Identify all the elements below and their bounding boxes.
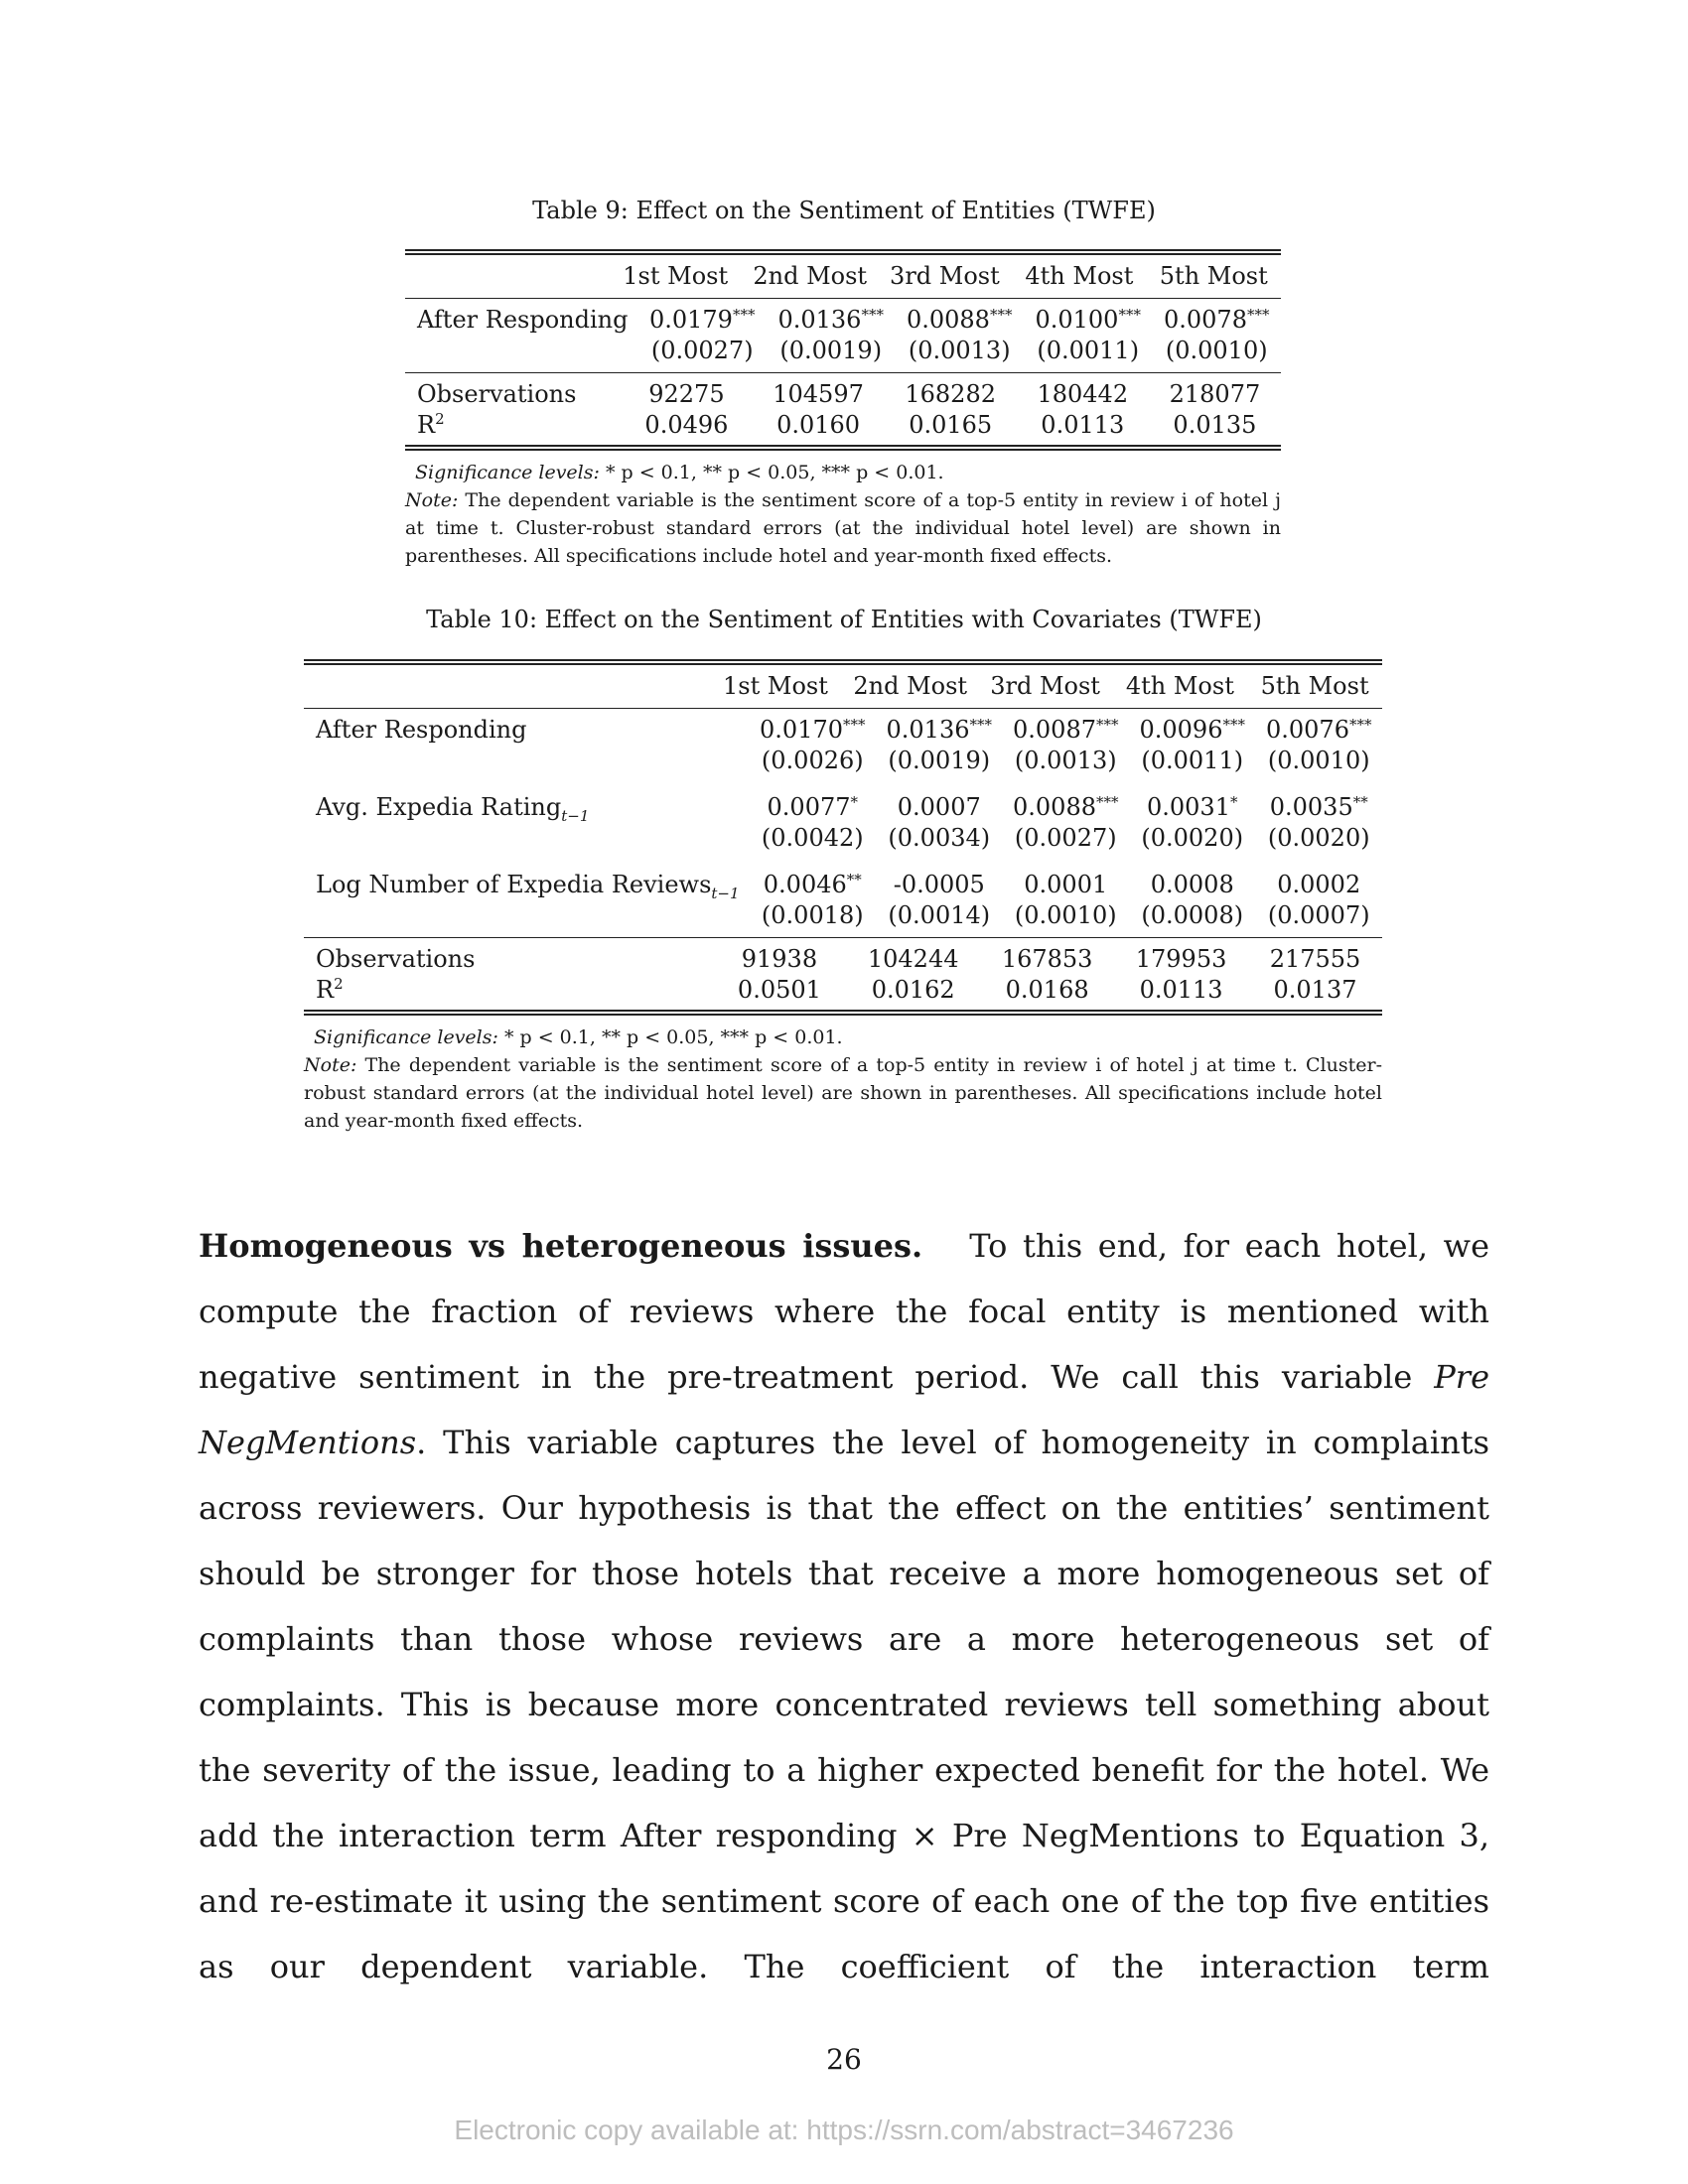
table10-top-rule: [304, 659, 1382, 665]
r-squared-value: 0.0113: [1139, 976, 1223, 1004]
standard-error: (0.0034): [888, 824, 991, 852]
table10-caption: Table 10: Effect on the Sentiment of Entities with Covariates (TWFE): [426, 606, 1262, 633]
significance-stars: ***: [861, 306, 884, 324]
column-header: 5th Most: [1260, 672, 1369, 700]
coefficient: 0.0031*: [1146, 793, 1238, 821]
standard-error: (0.0020): [1141, 824, 1244, 852]
superscript: 2: [435, 410, 445, 428]
standard-error: (0.0013): [1014, 747, 1117, 774]
table-row-r-squared: [405, 410, 1281, 441]
section-heading: Homogeneous vs heterogeneous issues.: [199, 1227, 923, 1265]
row-label: $R^2$: [316, 975, 344, 1004]
standard-error: (0.0013): [908, 337, 1011, 364]
superscript: 2: [334, 975, 344, 993]
standard-error: (0.0042): [761, 824, 864, 852]
table9: [405, 249, 1281, 570]
table9-notes: [405, 459, 1281, 570]
table-row-standard-errors: [304, 900, 1382, 931]
row-label: Avg. Expedia Rating$_{t-1}$: [316, 793, 590, 825]
page-number: 26: [826, 2043, 862, 2076]
coefficient: 0.0088***: [1013, 793, 1119, 821]
table10-notes: [304, 1024, 1382, 1135]
standard-error: (0.0020): [1267, 824, 1370, 852]
table-row-coefficients: [304, 870, 1382, 900]
table10-bottom-rule: [304, 1010, 1382, 1016]
standard-error: (0.0019): [779, 337, 883, 364]
coefficient: 0.0088***: [906, 306, 1013, 334]
r-squared-value: 0.0113: [1041, 411, 1125, 439]
table-row-observations: [304, 944, 1382, 975]
column-header: 3rd Most: [890, 262, 1000, 290]
standard-error: (0.0027): [1014, 824, 1117, 852]
significance-stars: ***: [1095, 793, 1119, 811]
table-row-standard-errors: [304, 746, 1382, 776]
standard-error: (0.0019): [888, 747, 991, 774]
significance-stars: *: [1229, 793, 1238, 811]
table9-top-rule: [405, 249, 1281, 255]
r-squared-value: 0.0168: [1005, 976, 1089, 1004]
table9-grid: [405, 261, 1281, 292]
r-squared-value: 0.0160: [776, 411, 861, 439]
table10-header-row: [304, 671, 1382, 702]
significance-stars: ***: [989, 306, 1013, 324]
table-row-r-squared: [304, 975, 1382, 1006]
table10: [304, 659, 1382, 1135]
significance-stars: ***: [732, 306, 756, 324]
standard-error: (0.0018): [761, 901, 864, 929]
variable-name: Pre NegMentions: [199, 1358, 1489, 1461]
coefficient: -0.0005: [893, 871, 985, 898]
standard-error: (0.0010): [1267, 747, 1370, 774]
standard-error: (0.0026): [761, 747, 864, 774]
row-label: After Responding: [417, 306, 629, 334]
standard-error: (0.0027): [650, 337, 754, 364]
r-squared-value: 0.0165: [909, 411, 993, 439]
coefficient: 0.0002: [1277, 871, 1361, 898]
subscript: t−1: [711, 885, 740, 902]
significance-stars: **: [846, 871, 862, 888]
body-paragraph: Homogeneous vs heterogeneous issues. To this end, for each hotel, we compute the fraction of reviews where the focal entity is mentioned with negative sentiment in the pre-treatment period. We call this variable Pre NegMentions. This variable captures the level of homogeneity in complaints across reviewers. Our hypothesis is that the effect on the entities’ sentiment should be stronger for those hotels that receive a more homogeneous set of complaints than those whose reviews are a more heterogeneous set of complaints. This is because more concentrated reviews tell something about the severity of the issue, leading to a higher expected benefit for the hotel. We add the interaction term After responding × Pre NegMentions to Equation 3, and re-estimate it using the sentiment score of each one of the top five entities as our dependent variable. The coefficient of the interaction term: [199, 1227, 1490, 1985]
observations-value: 104244: [867, 945, 959, 973]
standard-error: (0.0008): [1141, 901, 1244, 929]
observations-value: 167853: [1001, 945, 1093, 973]
table-row-standard-errors: [405, 336, 1281, 366]
table10-header: [304, 671, 1382, 702]
table9-bottom-rule: [405, 445, 1281, 451]
coefficient: 0.0170***: [760, 716, 866, 744]
observations-value: 217555: [1269, 945, 1361, 973]
table-row-coefficients: [304, 715, 1382, 746]
row-label: After Responding: [316, 716, 527, 744]
column-header: 3rd Most: [990, 672, 1100, 700]
coefficient: 0.0008: [1150, 871, 1234, 898]
r-squared-value: 0.0501: [737, 976, 821, 1004]
coefficient: 0.0035**: [1269, 793, 1368, 821]
observations-value: 168282: [905, 380, 996, 408]
row-label: $R^2$: [417, 410, 445, 439]
observations-value: 104597: [773, 380, 864, 408]
standard-error: (0.0010): [1014, 901, 1117, 929]
r-squared-value: 0.0137: [1273, 976, 1357, 1004]
significance-stars: ***: [1348, 716, 1372, 734]
column-header: 5th Most: [1159, 262, 1268, 290]
coefficient: 0.0076***: [1265, 716, 1372, 744]
row-label: Log Number of Expedia Reviews$_{t-1}$: [316, 871, 740, 902]
r-squared-value: 0.0496: [644, 411, 729, 439]
subscript: t−1: [561, 807, 590, 825]
table10-significance: Significance levels: * p < 0.1, ** p < 0.05, *** p < 0.01.: [314, 1026, 843, 1048]
table9-significance: Significance levels: * p < 0.1, ** p < 0.05, *** p < 0.01.: [415, 462, 944, 483]
standard-error: (0.0011): [1141, 747, 1244, 774]
standard-error: (0.0007): [1267, 901, 1370, 929]
significance-stars: ***: [1246, 306, 1270, 324]
table-row-coefficients: [304, 792, 1382, 823]
coefficient: 0.0046**: [763, 871, 862, 898]
significance-stars: ***: [1222, 716, 1245, 734]
table9-header-row: [405, 261, 1281, 292]
table-row-observations: [405, 379, 1281, 410]
significance-stars: ***: [969, 716, 992, 734]
column-header: 4th Most: [1025, 262, 1134, 290]
coefficient: 0.0179***: [648, 306, 756, 334]
table-row-after-responding: [405, 305, 1281, 336]
coefficient: 0.0100***: [1035, 306, 1141, 334]
column-header: 2nd Most: [753, 262, 868, 290]
coefficient: 0.0007: [897, 793, 981, 821]
table9-caption: Table 9: Effect on the Sentiment of Entities (TWFE): [532, 197, 1156, 224]
coefficient: 0.0096***: [1139, 716, 1245, 744]
significance-stars: ***: [1118, 306, 1141, 324]
significance-stars: ***: [1095, 716, 1119, 734]
coefficient: 0.0087***: [1013, 716, 1119, 744]
coefficient: 0.0001: [1024, 871, 1108, 898]
ssrn-footer: Electronic copy available at: https://ssrn.com/abstract=3467236: [454, 2115, 1234, 2145]
r-squared-value: 0.0135: [1173, 411, 1257, 439]
column-header: 4th Most: [1125, 672, 1234, 700]
r-squared-value: 0.0162: [871, 976, 955, 1004]
coefficient: 0.0136***: [777, 306, 884, 334]
table-row-standard-errors: [304, 823, 1382, 854]
column-header: 2nd Most: [853, 672, 968, 700]
standard-error: (0.0011): [1037, 337, 1140, 364]
significance-stars: *: [850, 793, 859, 811]
observations-value: 91938: [741, 945, 818, 973]
row-label: Observations: [417, 380, 577, 408]
observations-value: 179953: [1135, 945, 1227, 973]
table10-note: Note: The dependent variable is the sentiment score of a top-5 entity in review i of hotel j at time t. Cluster-robust standard errors (at the individual hotel level) are shown in parentheses. All specifications include hotel and year-month fixed effects.: [304, 1054, 1382, 1132]
significance-stars: ***: [843, 716, 866, 734]
observations-value: 180442: [1037, 380, 1129, 408]
coefficient: 0.0078***: [1163, 306, 1270, 334]
table9-note: Note: The dependent variable is the sentiment score of a top-5 entity in review i of hotel j at time t. Cluster-robust standard errors (at the individual hotel level) are shown in parentheses. All specifications include hotel and year-month fixed effects.: [405, 489, 1281, 567]
column-header: 1st Most: [723, 672, 828, 700]
standard-error: (0.0014): [888, 901, 991, 929]
row-label: Observations: [316, 945, 476, 973]
standard-error: (0.0010): [1165, 337, 1268, 364]
observations-value: 218077: [1169, 380, 1261, 408]
coefficient: 0.0077*: [767, 793, 859, 821]
column-header: 1st Most: [623, 262, 729, 290]
significance-stars: **: [1352, 793, 1368, 811]
coefficient: 0.0136***: [886, 716, 992, 744]
observations-value: 92275: [648, 380, 725, 408]
